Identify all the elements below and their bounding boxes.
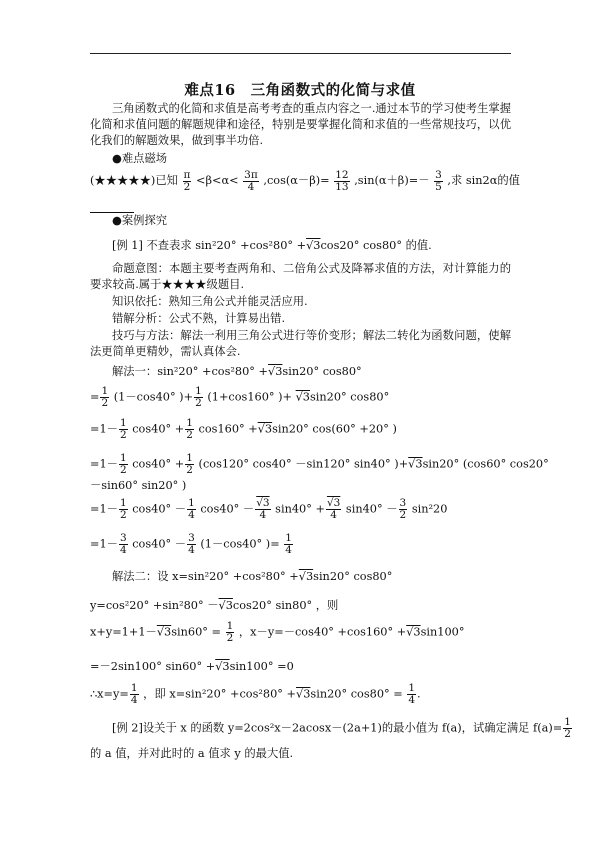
- page-title: 难点16 三角函数式的化简与求值: [184, 82, 416, 99]
- example-1: [例 1] 不查表求 sin²20° +cos²80° +√3cos20° cos80° 的值.: [112, 239, 432, 252]
- fraction: $\frac{12}{13}$: [335, 168, 349, 193]
- solution1-line6: =1－ $\frac{1}{2}$ cos40° － $\frac{1}{4}$ cos40° － $\frac{√3}{4}$ sin40° + $\frac{√3}{4}$ sin40° － $\frac{3}{2}$ sin²20: [90, 497, 448, 521]
- solution1-line4: =1－ $\frac{1}{2}$ cos40° + $\frac{1}{2}$ (cos120° cos40° －sin120° sin40° )+√3sin20° (cos60° cos20°: [90, 452, 549, 476]
- solution2-line2: y=cos²20° +sin²80° －√3cos20° sin80° ，则: [90, 599, 339, 612]
- errors-line: 错解分析：公式不熟，计算易出错.: [112, 312, 286, 325]
- solution1-line5: －sin60° sin20° ): [90, 479, 187, 492]
- solution2-line1: 解法二：设 x=sin²20° +cos²80° +√3sin20° cos80°: [112, 570, 393, 583]
- intent-paragraph: 命题意图：本题主要考查两角和、二倍角公式及降幂求值的方法，对计算能力的要求较高.属于★★★★级题目.: [90, 262, 511, 292]
- solution1-line1: 解法一：sin²20° +cos²80° +√3sin20° cos80°: [112, 365, 362, 378]
- example-2: [例 2]设关于 x 的函数 y=2cos²x－2acosx－(2a+1)的最小值为 f(a)，试确定满足 f(a)= $\frac{1}{2}$: [112, 716, 571, 740]
- fraction: $\frac{3\pi}{4}$: [244, 168, 258, 193]
- header-rule: [90, 53, 511, 54]
- section-heading-cases: ●案例探究: [112, 214, 168, 227]
- solution2-line4: =－2sin100° sin60° +√3sin100° =0: [90, 660, 294, 673]
- solution1-line2: = $\frac{1}{2}$ (1－cos40° )+ $\frac{1}{2}$ (1+cos160° )+ √3sin20° cos80°: [90, 385, 390, 409]
- intro-paragraph: 三角函数式的化简和求值是高考考查的重点内容之一.通过本节的学习使考生掌握化简和求值问题的解题规律和途径，特别是要掌握化简和求值的一些常规技巧，以优化我们的解题效果，做到事半功倍.: [90, 102, 511, 148]
- magnet-problem: (★★★★★)已知 $\frac{\pi}{2}$ <β<α< $\frac{3\pi}{4}$ ,cos(α－β)= $\frac{12}{13}$ ,sin(α＋β)=－ $\frac{3}{5}$ ,求 sin2α的值: [90, 168, 520, 193]
- solution1-line3: =1－ $\frac{1}{2}$ cos40° + $\frac{1}{2}$ cos160° +√3sin20° cos(60° +20° ): [90, 417, 397, 441]
- solution2-line5: ∴x=y= $\frac{1}{4}$ ，即 x=sin²20° +cos²80° +√3sin20° cos80° = $\frac{1}{4}$ .: [90, 682, 421, 706]
- knowledge-line: 知识依托：熟知三角公式并能灵活应用.: [112, 295, 308, 308]
- section-heading-magnet: ●难点磁场: [112, 152, 168, 165]
- solution2-line3: x+y=1+1－√3sin60° = $\frac{1}{2}$ ，x－y=－cos40° +cos160° +√3sin100°: [90, 620, 465, 644]
- fraction: $\frac{\pi}{2}$: [183, 168, 191, 193]
- fraction: $\frac{3}{5}$: [435, 168, 442, 193]
- method-paragraph: 技巧与方法：解法一利用三角公式进行等价变形；解法二转化为函数问题，使解法更简单更精妙，需认真体会.: [90, 329, 511, 359]
- solution1-line7: =1－ $\frac{3}{4}$ cos40° － $\frac{3}{4}$ (1－cos40° )= $\frac{1}{4}$: [90, 532, 292, 556]
- example-2-cont: 的 a 值，并对此时的 a 值求 y 的最大值.: [90, 747, 294, 760]
